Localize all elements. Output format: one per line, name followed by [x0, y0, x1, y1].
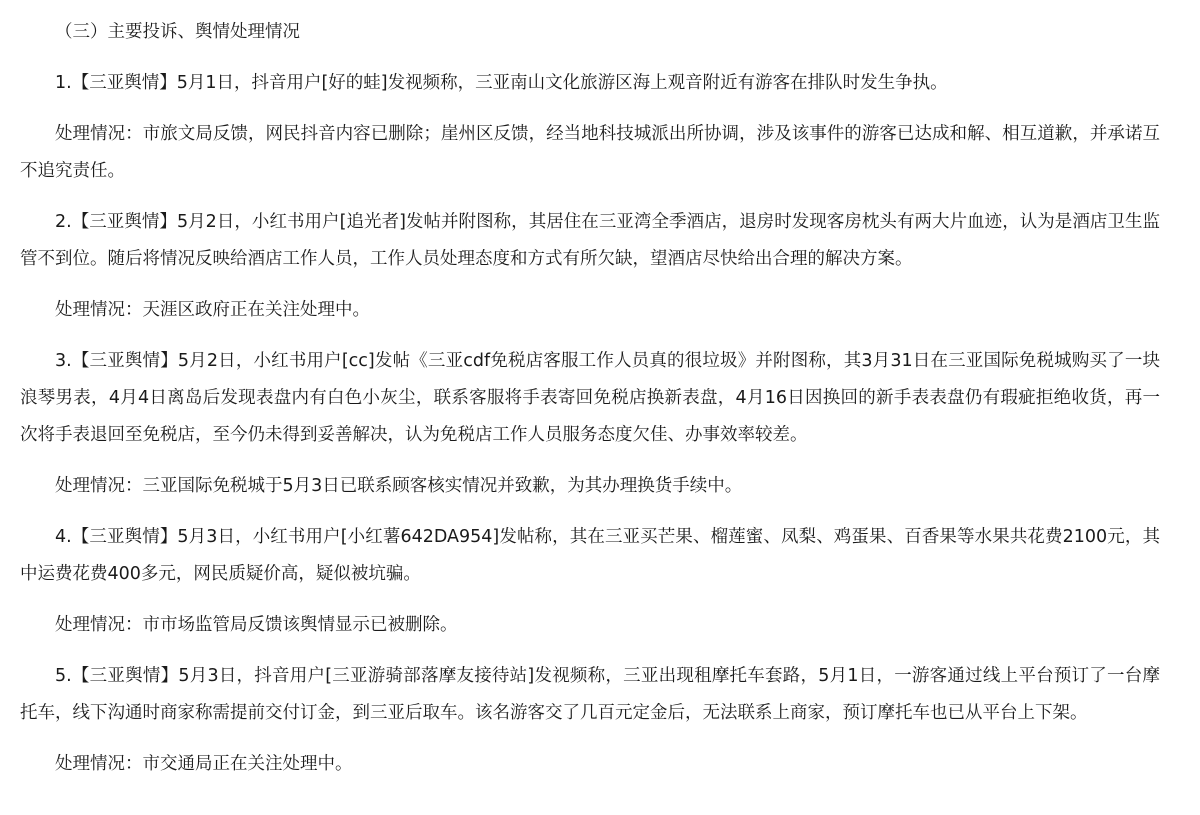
report-paragraph-4: 4.【三亚舆情】5月3日，小红书用户[小红薯642DA954]发帖称，其在三亚买芒果、榴莲蜜、凤梨、鸡蛋果、百香果等水果共花费2100元，其中运费花费400多元，网民质疑价高，疑似被坑骗。 [20, 527, 1160, 584]
report-paragraph-1: 1.【三亚舆情】5月1日，抖音用户[好的蛙]发视频称，三亚南山文化旅游区海上观音附近有游客在排队时发生争执。 [55, 73, 948, 93]
report-paragraph-5: 5.【三亚舆情】5月3日，抖音用户[三亚游骑部落摩友接待站]发视频称，三亚出现租摩托车套路，5月1日，一游客通过线上平台预订了一台摩托车，线下沟通时商家称需提前交付订金，到三亚后取车。该名游客交了几百元定金后，无法联系上商家，预订摩托车也已从平台上下架。 [20, 666, 1160, 723]
section-heading: （三）主要投诉、舆情处理情况 [55, 22, 300, 42]
handling-paragraph-4: 处理情况：市市场监管局反馈该舆情显示已被删除。 [55, 615, 458, 635]
handling-paragraph-5: 处理情况：市交通局正在关注处理中。 [55, 754, 353, 774]
report-paragraph-2: 2.【三亚舆情】5月2日，小红书用户[追光者]发帖并附图称，其居住在三亚湾全季酒店，退房时发现客房枕头有两大片血迹，认为是酒店卫生监管不到位。随后将情况反映给酒店工作人员，工作人员处理态度和方式有所欠缺，望酒店尽快给出合理的解决方案。 [20, 212, 1160, 269]
document-body [20, 0, 1160, 783]
handling-paragraph-3: 处理情况：三亚国际免税城于5月3日已联系顾客核实情况并致歉，为其办理换货手续中。 [55, 476, 743, 496]
handling-paragraph-2: 处理情况：天涯区政府正在关注处理中。 [55, 300, 370, 320]
handling-paragraph-1: 处理情况：市旅文局反馈，网民抖音内容已删除；崖州区反馈，经当地科技城派出所协调，涉及该事件的游客已达成和解、相互道歉，并承诺互不追究责任。 [20, 124, 1160, 181]
report-paragraph-3: 3.【三亚舆情】5月2日，小红书用户[cc]发帖《三亚cdf免税店客服工作人员真的很垃圾》并附图称，其3月31日在三亚国际免税城购买了一块浪琴男表，4月4日离岛后发现表盘内有白色小灰尘，联系客服将手表寄回免税店换新表盘，4月16日因换回的新手表表盘仍有瑕疵拒绝收货，再一次将手表退回至免税店，至今仍未得到妥善解决，认为免税店工作人员服务态度欠佳、办事效率较差。 [20, 351, 1160, 445]
